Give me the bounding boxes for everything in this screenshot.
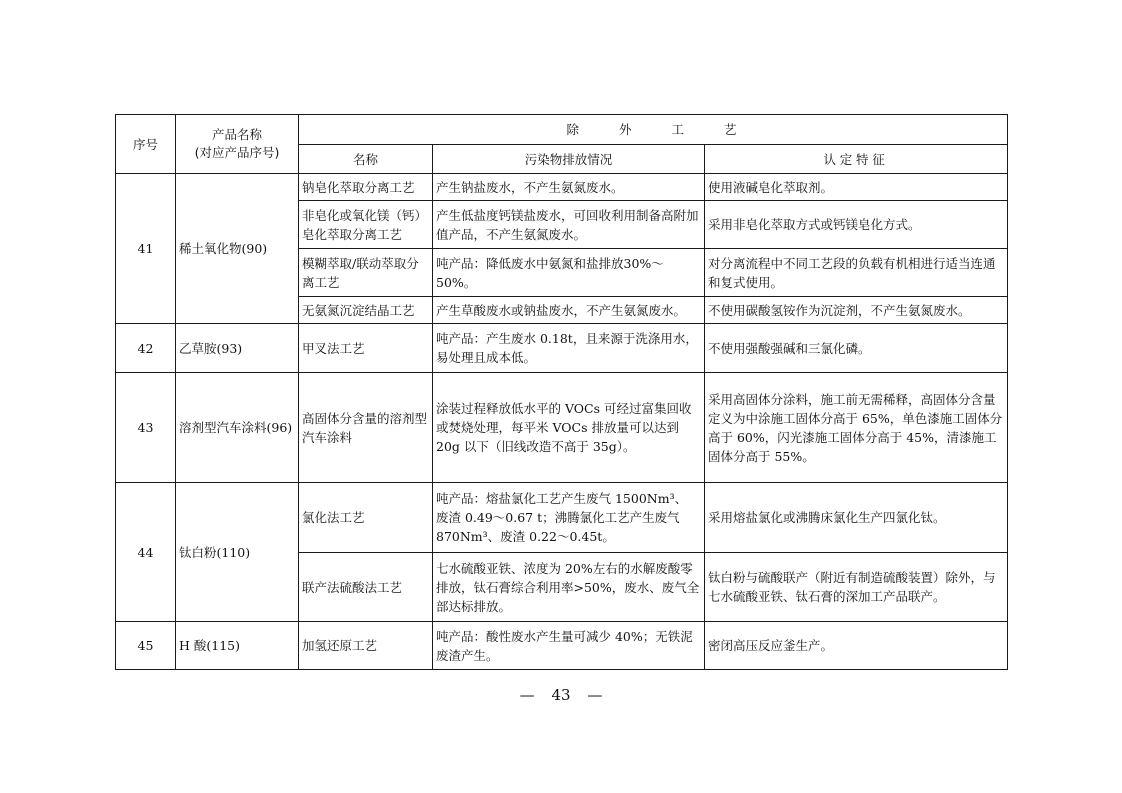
process-pollution: 产生低盐度钙镁盐废水，可回收利用制备高附加值产品，不产生氨氮废水。 bbox=[433, 201, 705, 249]
process-feature: 不使用碳酸氢铵作为沉淀剂，不产生氨氮废水。 bbox=[705, 297, 1008, 324]
process-pollution: 吨产品：产生废水 0.18t，且来源于洗涤用水，易处理且成本低。 bbox=[433, 324, 705, 373]
process-feature: 密闭高压反应釜生产。 bbox=[705, 622, 1008, 670]
process-feature: 不使用强酸强碱和三氯化磷。 bbox=[705, 324, 1008, 373]
process-name: 氯化法工艺 bbox=[299, 483, 433, 553]
table-row bbox=[116, 174, 1008, 201]
header-name: 名称 bbox=[299, 145, 433, 174]
row-product: 溶剂型汽车涂料(96) bbox=[176, 373, 299, 483]
row-index: 43 bbox=[116, 373, 176, 483]
footer-dash-left: — bbox=[519, 686, 535, 704]
footer-dash-right: — bbox=[587, 686, 603, 704]
table-header-row bbox=[116, 115, 1008, 145]
header-index bbox=[116, 115, 176, 174]
process-name: 非皂化或氧化镁（钙）皂化萃取分离工艺 bbox=[299, 201, 433, 249]
process-feature: 钛白粉与硫酸联产（附近有制造硫酸装置）除外，与七水硫酸亚铁、钛石膏的深加工产品联产。 bbox=[705, 553, 1008, 622]
process-pollution: 涂装过程释放低水平的 VOCs 可经过富集回收或焚烧处理，每平米 VOCs 排放量可以达到 20g 以下（旧线改造不高于 35g）。 bbox=[433, 373, 705, 483]
row-product: 钛白粉(110) bbox=[176, 483, 299, 622]
header-index-label: 序号 bbox=[132, 136, 158, 152]
page-number: 43 bbox=[551, 686, 571, 704]
row-product: 稀土氧化物(90) bbox=[176, 174, 299, 324]
process-name: 高固体分含量的溶剂型汽车涂料 bbox=[299, 373, 433, 483]
pollution-line: 870Nm³、废渣 0.22～0.45t。 bbox=[436, 529, 615, 544]
process-name: 钠皂化萃取分离工艺 bbox=[299, 174, 433, 201]
process-pollution bbox=[433, 483, 705, 553]
process-feature: 对分离流程中不同工艺段的负载有机相进行适当连通和复式使用。 bbox=[705, 249, 1008, 297]
row-index: 41 bbox=[116, 174, 176, 324]
process-name: 无氨氮沉淀结晶工艺 bbox=[299, 297, 433, 324]
process-feature: 采用熔盐氯化或沸腾床氯化生产四氯化钛。 bbox=[705, 483, 1008, 553]
process-name: 模糊萃取/联动萃取分离工艺 bbox=[299, 249, 433, 297]
row-index: 42 bbox=[116, 324, 176, 373]
header-product-line2: (对应产品序号) bbox=[194, 145, 280, 160]
header-pollution: 污染物排放情况 bbox=[433, 145, 705, 174]
row-product: 乙草胺(93) bbox=[176, 324, 299, 373]
process-feature: 使用液碱皂化萃取剂。 bbox=[705, 174, 1008, 201]
pollution-line: 吨产品：熔盐氯化工艺产生废气 1500Nm³、 bbox=[436, 491, 688, 506]
row-product: H 酸(115) bbox=[176, 622, 299, 670]
process-pollution: 产生钠盐废水，不产生氨氮废水。 bbox=[433, 174, 705, 201]
row-index: 44 bbox=[116, 483, 176, 622]
table-row bbox=[116, 373, 1008, 483]
table-row bbox=[116, 324, 1008, 373]
header-feature: 认定特征 bbox=[705, 145, 1008, 174]
table-row bbox=[116, 622, 1008, 670]
process-name: 联产法硫酸法工艺 bbox=[299, 553, 433, 622]
process-pollution: 产生草酸废水或钠盐废水，不产生氨氮废水。 bbox=[433, 297, 705, 324]
process-name: 甲叉法工艺 bbox=[299, 324, 433, 373]
table-row bbox=[116, 483, 1008, 553]
header-product-line1: 产品名称 bbox=[211, 127, 262, 142]
header-product bbox=[176, 115, 299, 174]
process-pollution: 吨产品：酸性废水产生量可减少 40%；无铁泥废渣产生。 bbox=[433, 622, 705, 670]
row-index: 45 bbox=[116, 622, 176, 670]
process-pollution: 吨产品：降低废水中氨氮和盐排放30%～50%。 bbox=[433, 249, 705, 297]
process-feature: 采用非皂化萃取方式或钙镁皂化方式。 bbox=[705, 201, 1008, 249]
pollution-line: 废渣 0.49～0.67 t；沸腾氯化工艺产生废气 bbox=[436, 510, 680, 525]
exempt-process-table bbox=[115, 114, 1008, 670]
header-exempt-group: 除外工艺 bbox=[299, 115, 1008, 145]
page-footer bbox=[0, 684, 1122, 706]
process-feature: 采用高固体分涂料，施工前无需稀释，高固体分含量定义为中涂施工固体分高于 65%，单色漆施工固体分高于 60%，闪光漆施工固体分高于 45%，清漆施工固体分高于 55%。 bbox=[705, 373, 1008, 483]
process-pollution: 七水硫酸亚铁、浓度为 20%左右的水解废酸零排放，钛石膏综合利用率>50%，废水、废气全部达标排放。 bbox=[433, 553, 705, 622]
process-name: 加氢还原工艺 bbox=[299, 622, 433, 670]
